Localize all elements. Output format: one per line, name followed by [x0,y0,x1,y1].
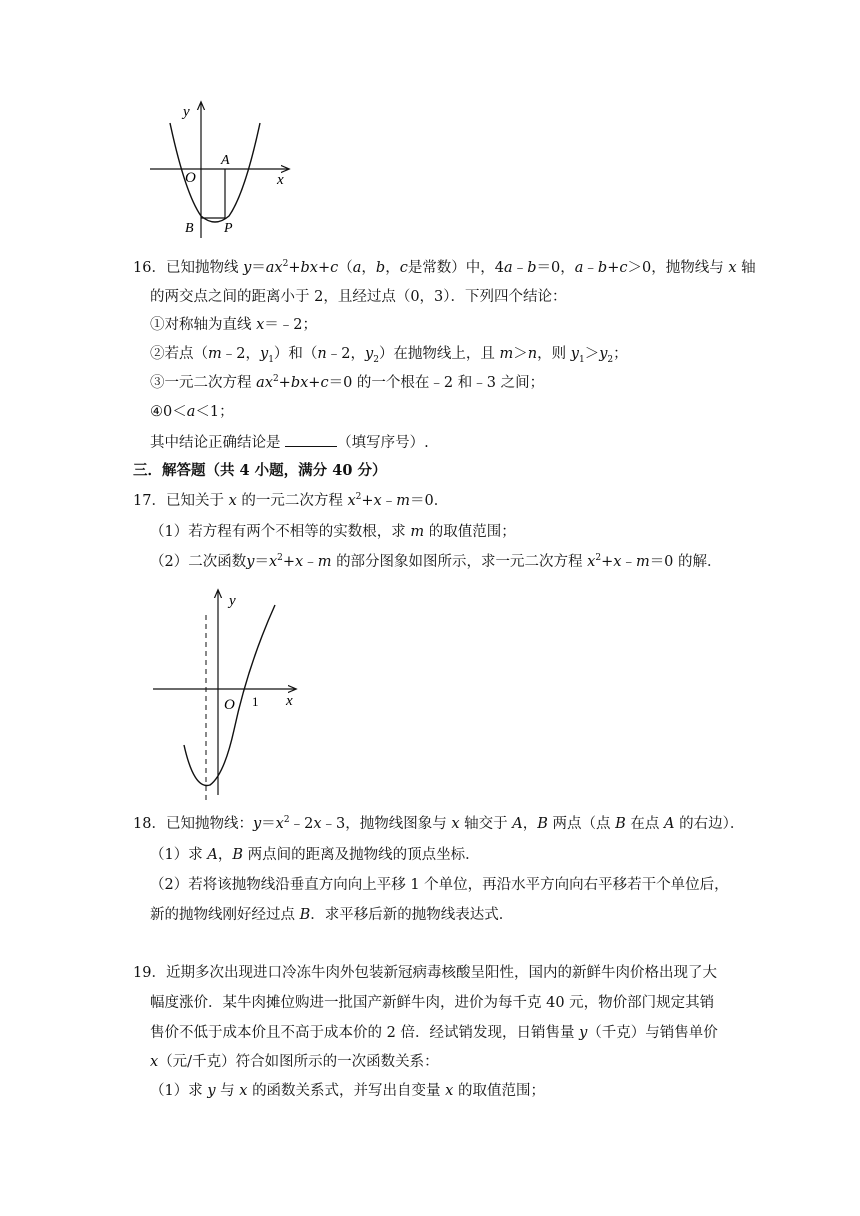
q18-part1: （1）求 A，B 两点间的距离及抛物线的顶点坐标． [150,847,480,863]
q16-intro-f: 轴 [741,260,756,276]
q16-number: 16． [133,260,166,276]
q16-intro-b: （ [338,260,353,276]
q19-line4: x（元/千克）符合如图所示的一次函数关系： [150,1054,439,1070]
q16-conclusion-3: ③一元二次方程 $ax^2+bx+c=0$ 的一个根在﹣2 和﹣3 之间； [150,374,545,391]
q19-line1: 19．近期多次出现进口冷冻牛肉外包装新冠病毒核酸呈阳性，国内的新鲜牛肉价格出现了大 [133,965,717,981]
label-b: B [185,221,194,236]
label-o: O [185,170,196,186]
q18-part2-line2: 新的抛物线刚好经过点 B．求平移后新的抛物线表达式． [150,907,514,923]
q18-stem: 18．已知抛物线：$y=x^2﹣2x﹣3$，抛物线图象与 x 轴交于 A，B 两点（点 B 在点 A 的右边）． [133,815,745,832]
q19-line3: 售价不低于成本价且不高于成本价的 2 倍．经试销发现，日销售量 y（千克）与销售单价 [150,1025,718,1041]
q16-line1: 16．已知抛物线 $y=ax^2+bx+c(a$，b，c是常数）中，4a﹣b＝0，a﹣b+c＞0，抛物线与 x 轴 [133,259,756,276]
q17-part1: （1）若方程有两个不相等的实数根，求 m 的取值范围； [150,524,516,540]
q16-conclusion-1: ①对称轴为直线 x＝﹣2； [150,317,318,333]
q19-line2: 幅度涨价．某牛肉摊位购进一批国产新鲜牛肉，进价为每千克 40 元，物价部门规定其销 [150,995,715,1011]
label-o: O [224,697,235,713]
figure-parabola-abp [145,98,295,243]
parabola-curve [170,123,260,222]
answer-blank[interactable] [285,432,337,447]
q17-part2: （2）二次函数$y=x^2+x﹣m$ 的部分图象如图所示，求一元二次方程 $x^2+x﹣m=0$ 的解． [150,553,722,570]
figure-parabola-q17 [148,585,308,803]
label-x: x [286,693,293,709]
label-x: x [277,172,284,188]
section-heading: 三．解答题（共 4 小题，满分 40 分） [133,462,387,479]
q16-ask: 其中结论正确结论是 （填写序号）. [150,432,429,453]
q16-intro-a: 已知抛物线 [165,260,239,276]
q16-conclusion-4: ④0＜a＜1； [150,404,234,420]
q16-intro-c: 是常数）中，4 [407,260,505,276]
q16-conclusion-2: ②若点（m﹣2，$y_1$）和（n﹣2，$y_2$）在抛物线上，且 m＞n，则 $y_1>y_2$； [150,346,628,365]
label-y: y [183,104,190,120]
q16-intro-e: ＞0，抛物线与 [627,260,724,276]
q16-intro-d: ＝0， [536,260,575,276]
q16-line2: 的两交点之间的距离小于 2，且经过点（0，3）．下列四个结论： [150,289,567,305]
label-p: P [224,221,233,236]
parabola-curve [184,605,275,786]
q19-part1: （1）求 y 与 x 的函数关系式，并写出自变量 x 的取值范围； [150,1083,545,1099]
label-a: A [221,153,230,168]
label-one: 1 [252,694,259,709]
q17-stem: 17．已知关于 x 的一元二次方程 $x^2+x﹣m=0$． [133,492,449,509]
q18-part2-line1: （2）若将该抛物线沿垂直方向向上平移 1 个单位，再沿水平方向向右平移若干个单位后， [150,877,729,893]
label-y: y [229,593,236,609]
